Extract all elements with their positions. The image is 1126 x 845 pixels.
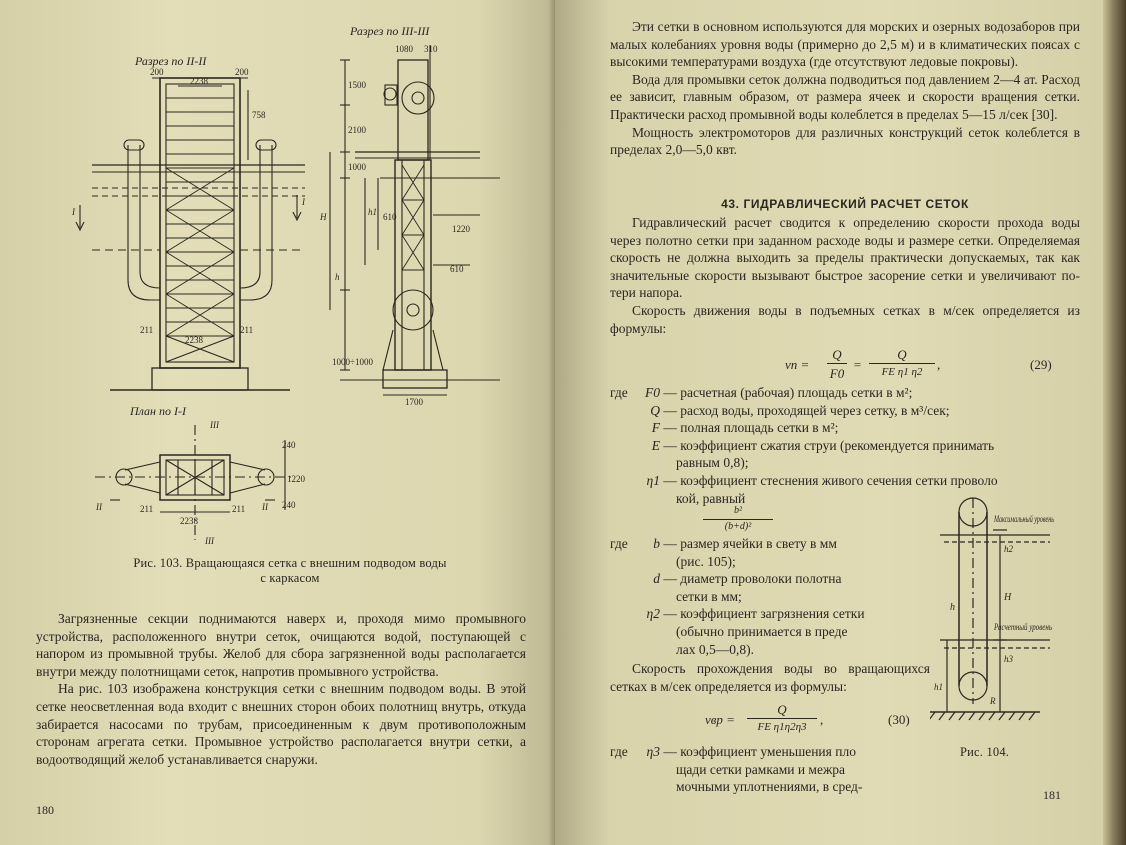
definition-row: лах 0,5—0,8). — [676, 641, 754, 657]
s3-v3: 1000 — [348, 162, 366, 172]
paragraph: Эти сетки в основном используются для морских и озерных водозаборов при малых колебаниях уровня воды (примерно до 2,5 м) и в климатических поясах с высокими температурами воздуха (где отсутствуют ледовые покровы). — [610, 19, 1080, 70]
right-intro-text — [610, 18, 1080, 159]
dim-top-left: 200 — [150, 67, 164, 77]
plan-1220: 1220 — [287, 474, 305, 484]
fig104-label-h: h — [950, 602, 955, 613]
book-edge — [1103, 0, 1126, 845]
definition-row: где η3 — коэффициент уменьшения пло — [610, 744, 856, 759]
definition-row: сетки в мм; — [676, 588, 742, 604]
fig104-max-level: Максимальный уровень — [993, 514, 1054, 524]
definition-row: E — коэффициент сжатия струи (рекомендуется принимать — [651, 437, 995, 453]
s3-v1: 1500 — [348, 80, 366, 90]
plan-mark-II-left: II — [96, 502, 102, 512]
dim-bottom-2: 2238 — [185, 335, 203, 345]
s3-610b: 610 — [450, 264, 464, 274]
s3-base: 1700 — [405, 397, 423, 407]
s3-top-1: 1080 — [395, 44, 413, 54]
plan-240b: 240 — [282, 500, 296, 510]
figure-104-drawing — [930, 490, 1100, 740]
fig104-label-H: H — [1004, 592, 1012, 603]
fraction-bar — [869, 363, 935, 364]
definition-row: F — полная площадь сетки в м²; — [651, 420, 839, 436]
dim-side: 758 — [252, 110, 266, 120]
right-page — [555, 0, 1103, 845]
left-body-text — [36, 610, 526, 768]
plan-label: План по I-I — [130, 404, 186, 418]
plan-mark-III-top: III — [210, 420, 219, 430]
fig104-label-h1: h1 — [934, 682, 943, 692]
page-number-right: 181 — [1043, 788, 1061, 802]
fig104-label-R: R — [990, 696, 996, 706]
s3-610: 610 — [383, 212, 397, 222]
s3-v2: 2100 — [348, 125, 366, 135]
right-body-text — [610, 214, 1080, 337]
s3-h1: h1 — [368, 207, 377, 217]
plan-211b: 211 — [232, 504, 246, 514]
definition-row: равным 0,8); — [676, 455, 749, 471]
paragraph: На рис. 103 изображена конструкция сетки с внешним подводом воды. В этой сетке неосветленная вода входит с внешних сторон обоих полотнищ внутрь, откуда забирается насосами по трубам, присоединенным к двум противоположным сторонам агрегата сетки. Промывное устройство располагается внутри сетки, а водоотводящий желоб устанавливается снаружи. — [36, 681, 526, 767]
paragraph: Скорость прохождения воды во вращающихся сетках в м/сек определяется из формулы: — [610, 661, 930, 694]
dim-bottom-1: 211 — [140, 325, 154, 335]
figure-103-caption: Рис. 103. Вращающаяся сетка с внешним подводом воды с каркасом — [133, 556, 447, 585]
section-heading: 43. ГИДРАВЛИЧЕСКИЙ РАСЧЕТ СЕТОК — [721, 197, 969, 211]
mark-I-left: I — [72, 207, 75, 217]
fraction-bar — [703, 519, 773, 520]
definition-row: кой, равный — [676, 490, 746, 506]
vr-paragraph — [610, 660, 930, 695]
definition-row: η1 — коэффициент стеснения живого сечения сетки проволо — [646, 472, 998, 488]
s3-bot-v: 1000÷1000 — [332, 357, 373, 367]
figure-103-drawing — [0, 0, 563, 545]
section-3-label: Разрез по III-III — [350, 24, 430, 38]
definition-row: где b — размер ячейки в свету в мм — [610, 536, 837, 551]
paragraph: Скорость движения воды в подъемных сетках в м/сек определяется из формулы: — [610, 302, 1080, 336]
fraction-bar — [827, 363, 847, 364]
definition-row: η2 — коэффициент загрязнения сетки — [646, 606, 865, 622]
dim-top-mid: 2238 — [190, 76, 208, 86]
plan-240: 240 — [282, 440, 296, 450]
paragraph: Загрязненные секции поднимаются наверх и, проходя мимо промывного устройства, расположенного внутри сеток, очищаются водой, поступающей с напором из промывной трубы. Желоб для сбора загрязненной воды располагается внутри между полотнищами сеток, напротив промывного устройства. — [36, 611, 526, 679]
fig104-label-h2: h2 — [1004, 544, 1013, 554]
s3-H: H — [320, 212, 327, 222]
s3-h: h — [335, 272, 340, 282]
fraction-bar — [747, 718, 817, 719]
dim-bottom-3: 211 — [240, 325, 254, 335]
definition-row: где F0 — расчетная (рабочая) площадь сетки в м²; — [610, 385, 913, 400]
definitions-list — [610, 384, 1080, 507]
definition-row: (рис. 105); — [676, 553, 736, 569]
definition-row: Q — расход воды, проходящей через сетку, в м³/сек; — [650, 402, 950, 418]
fig104-label-h3: h3 — [1004, 654, 1013, 664]
fig104-calc-level: Расчетный уровень — [993, 622, 1052, 632]
definition-row: щади сетки рамками и межра — [676, 761, 846, 777]
plan-mark-II-right: II — [262, 502, 268, 512]
formula-29: vп = Q F0 = Q FE η1 η2 , (29) — [785, 347, 1052, 381]
s3-top-2: 310 — [424, 44, 438, 54]
plan-2238: 2238 — [180, 516, 198, 526]
section-2-label: Разрез по II-II — [135, 54, 207, 68]
s3-1220: 1220 — [452, 224, 470, 234]
plan-211a: 211 — [140, 504, 154, 514]
definition-row: (обычно принимается в преде — [676, 623, 848, 639]
mark-I-right: I — [302, 197, 305, 207]
eta1-formula: b² (b+d)² — [703, 505, 783, 535]
page-number-left: 180 — [36, 803, 54, 817]
paragraph: Гидравлический расчет сводится к определению скорости прохода воды через полотно сетки при заданном расходе воды и размере сетки. Определяемая скорость не должна выходить за пределы практически допускаемых, так как значительные скорости вызывают быстрое засорение сетки и увеличивают потери напора. — [610, 215, 1080, 301]
paragraph: Вода для промывки сеток должна подводиться под давлением 2—4 ат. Расход ее зависит, главным образом, от размера ячеек и скорости вращения сетки. Практически расход промывной воды колеблется в пределах 5—15 л/сек [30]. — [610, 71, 1080, 122]
figure-104-caption: Рис. 104. — [960, 745, 1010, 759]
definition-row: d — диаметр проволоки полотна — [653, 571, 842, 587]
definition-row: мочными уплотнениями, в сред- — [676, 779, 863, 795]
definitions-list-3 — [610, 743, 940, 796]
definitions-list-2 — [610, 535, 930, 658]
plan-mark-III-bottom: III — [205, 536, 214, 545]
dim-top-right: 200 — [235, 67, 249, 77]
formula-30: vвр = Q FE η1η2η3 , (30) — [705, 702, 910, 733]
paragraph: Мощность электромоторов для различных конструкций сеток колеблется в пределах 2,0—5,0 квт. — [610, 124, 1080, 158]
